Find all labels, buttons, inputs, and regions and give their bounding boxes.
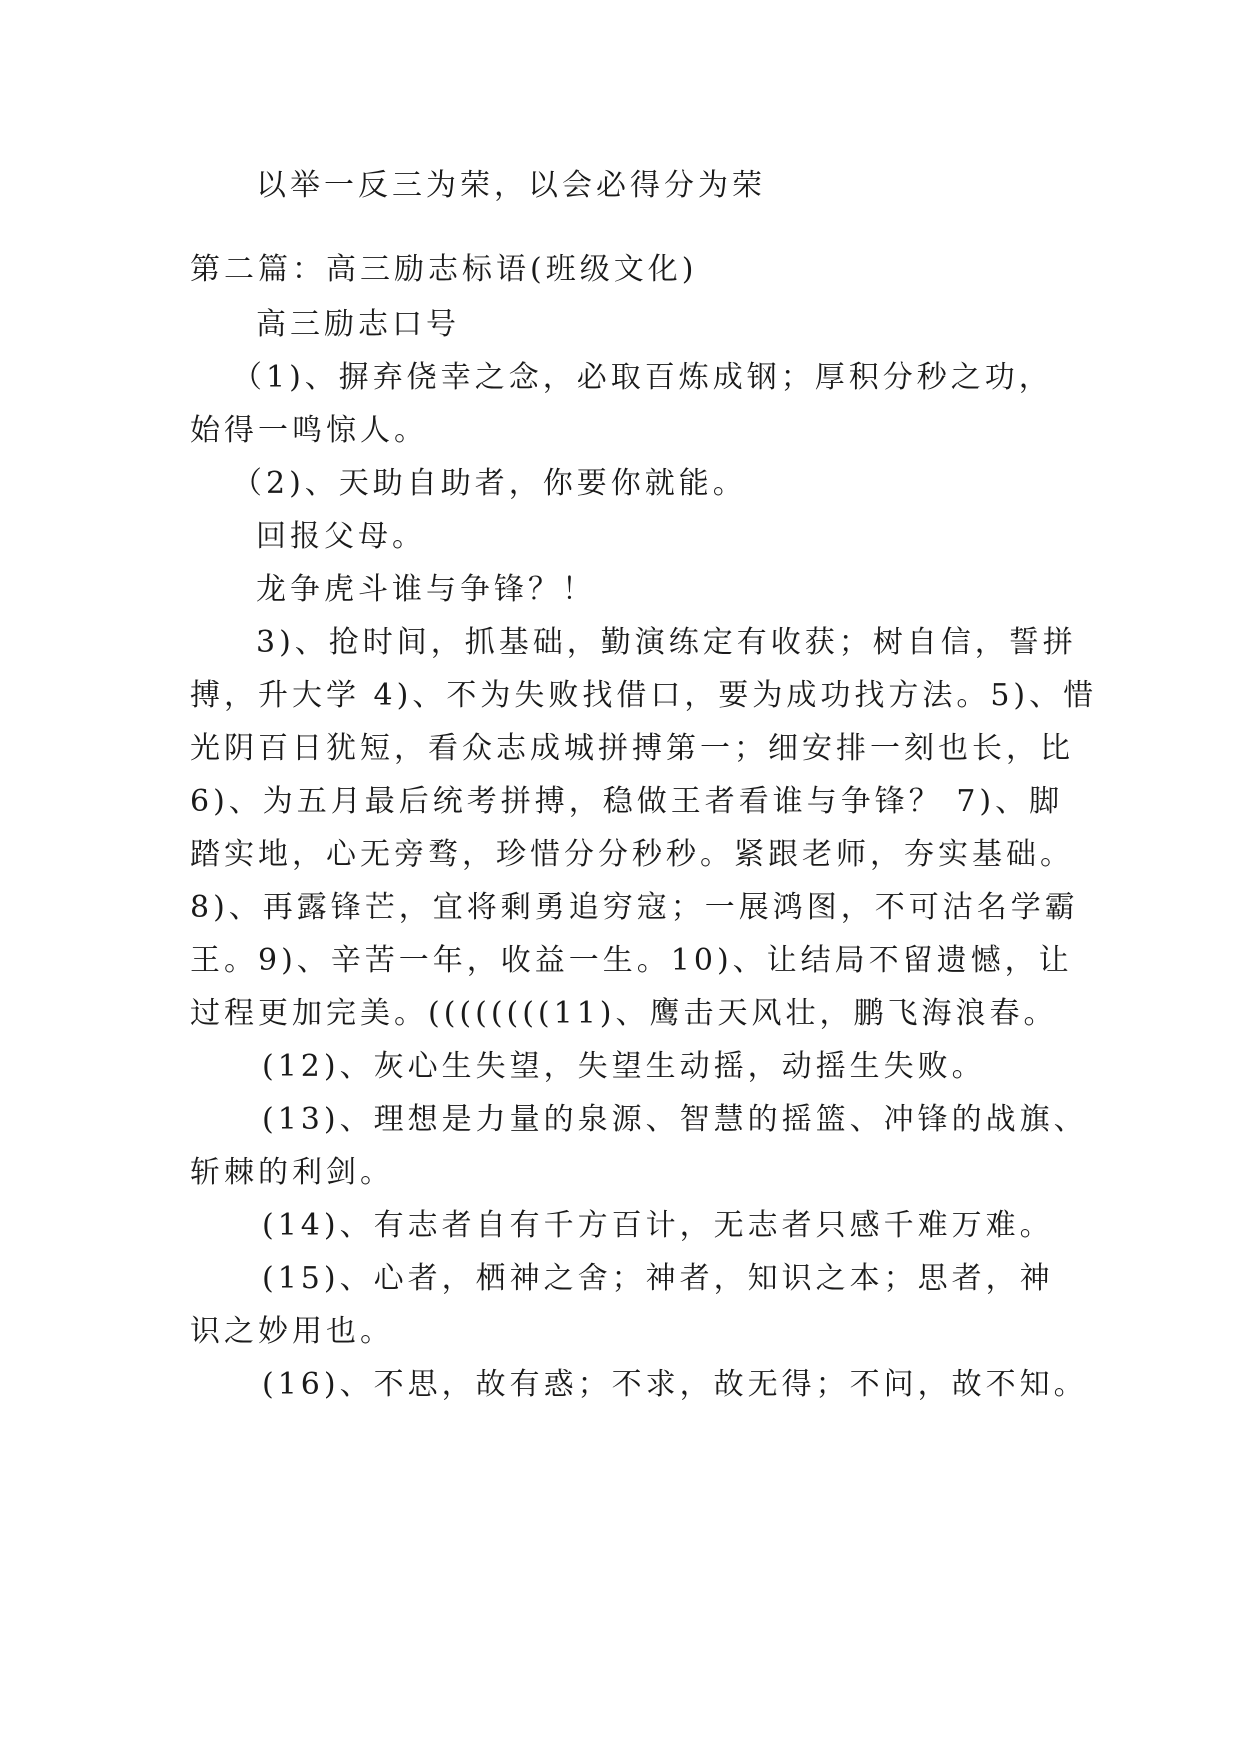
text-line-cont-3: 6)、为五月最后统考拼搏，稳做王者看谁与争锋？ 7)、脚 xyxy=(190,784,1064,819)
text-line-item-13-cont: 斩棘的利剑。 xyxy=(190,1155,394,1190)
text-line-item-2: （2)、天助自助者，你要你就能。 xyxy=(232,466,747,501)
text-line-cont-1: 搏，升大学 4)、不为失败找借口，要为成功找方法。5)、惜 xyxy=(190,678,1098,713)
text-line-cont-5: 8)、再露锋芒，宜将剩勇追穷寇；一展鸿图，不可沽名学霸 xyxy=(190,890,1079,925)
text-line-item-16: (16)、不思，故有惑；不求，故无得；不问，故不知。 xyxy=(262,1367,1088,1402)
text-line-item-3: 3)、抢时间，抓基础，勤演练定有收获；树自信，誓拼 xyxy=(256,625,1077,660)
subheading: 高三励志口号 xyxy=(256,307,460,342)
text-line-item-14: (14)、有志者自有千方百计，无志者只感千难万难。 xyxy=(262,1208,1054,1243)
text-line-item-1-cont: 始得一鸣惊人。 xyxy=(190,413,428,448)
text-line-dragon: 龙争虎斗谁与争锋？！ xyxy=(256,572,596,607)
text-line-item-1: （1)、摒弃侥幸之念，必取百炼成钢；厚积分秒之功， xyxy=(232,360,1053,395)
text-line-item-15: (15)、心者，栖神之舍；神者，知识之本；思者，神 xyxy=(262,1261,1054,1296)
text-line-item-13: (13)、理想是力量的泉源、智慧的摇篮、冲锋的战旗、 xyxy=(262,1102,1088,1137)
text-line-repay: 回报父母。 xyxy=(256,519,426,554)
text-line-1: 以举一反三为荣，以会必得分为荣 xyxy=(256,168,766,203)
section-heading: 第二篇：高三励志标语(班级文化) xyxy=(190,252,698,287)
text-line-cont-7: 过程更加完美。((((((((11)、鹰击天风壮，鹏飞海浪春。 xyxy=(190,996,1058,1031)
text-line-cont-2: 光阴百日犹短，看众志成城拼搏第一；细安排一刻也长，比 xyxy=(190,731,1074,766)
text-line-cont-6: 王。9)、辛苦一年，收益一生。10)、让结局不留遗憾，让 xyxy=(190,943,1073,978)
text-line-item-15-cont: 识之妙用也。 xyxy=(190,1314,394,1349)
text-line-item-12: (12)、灰心生失望，失望生动摇，动摇生失败。 xyxy=(262,1049,986,1084)
text-line-cont-4: 踏实地，心无旁骛，珍惜分分秒秒。紧跟老师，夯实基础。 xyxy=(190,837,1074,872)
